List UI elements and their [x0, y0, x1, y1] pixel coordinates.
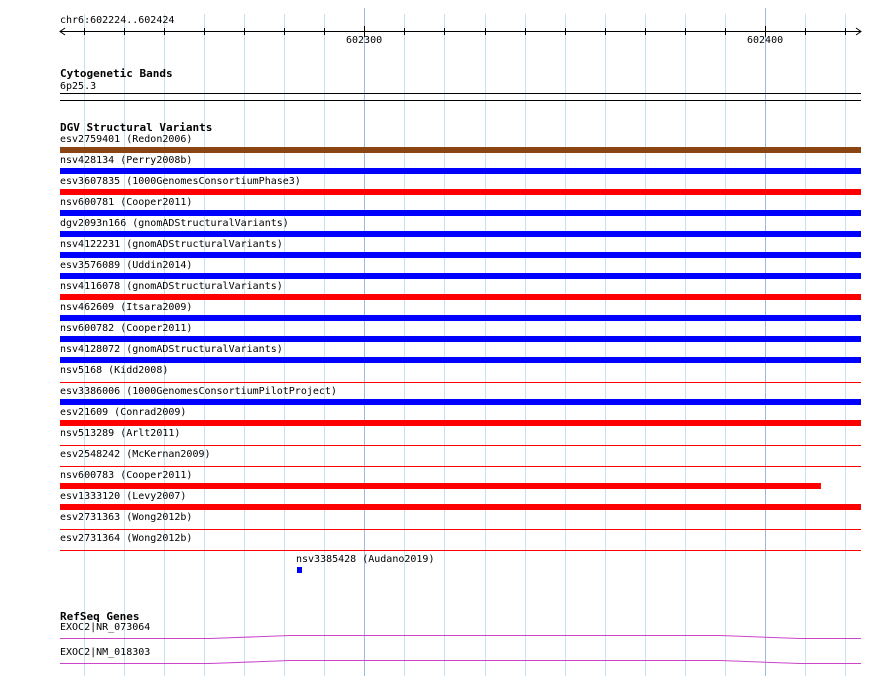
gene-feature — [60, 661, 861, 664]
variant-label[interactable]: esv2759401 (Redon2006) — [60, 134, 193, 145]
variant-label[interactable]: esv3607835 (1000GenomesConsortiumPhase3) — [60, 176, 301, 187]
variant-label[interactable]: nsv600781 (Cooper2011) — [60, 197, 193, 208]
variant-feature — [60, 466, 861, 467]
gene-feature — [60, 636, 861, 639]
variant-feature — [60, 252, 861, 258]
variant-label[interactable]: esv2548242 (McKernan2009) — [60, 449, 211, 460]
variant-feature — [60, 420, 861, 426]
variant-feature — [60, 294, 861, 300]
variant-feature — [60, 445, 861, 446]
variant-feature — [60, 550, 861, 551]
cytoband-label: 6p25.3 — [60, 81, 97, 92]
variant-label[interactable]: esv3386006 (1000GenomesConsortiumPilotProject) — [60, 386, 337, 397]
variant-feature — [60, 504, 861, 510]
variant-label[interactable]: esv2731363 (Wong2012b) — [60, 512, 193, 523]
ruler-tick-label: 602400 — [747, 35, 784, 46]
variant-feature — [60, 273, 861, 279]
variant-feature — [60, 189, 861, 195]
variant-label[interactable]: nsv600783 (Cooper2011) — [60, 470, 193, 481]
variant-feature — [60, 382, 861, 383]
variant-label[interactable]: nsv4116078 (gnomADStructuralVariants) — [60, 281, 283, 292]
gene-label[interactable]: EXOC2|NM_018303 — [60, 647, 151, 658]
variant-feature — [60, 399, 861, 405]
gene-label[interactable]: EXOC2|NR_073064 — [60, 622, 151, 633]
variant-label[interactable]: nsv4128072 (gnomADStructuralVariants) — [60, 344, 283, 355]
variant-feature — [60, 210, 861, 216]
variant-feature — [60, 336, 861, 342]
refseq-track-title: RefSeq Genes — [60, 610, 140, 623]
variant-label[interactable]: esv3576089 (Uddin2014) — [60, 260, 193, 271]
variant-label[interactable]: esv21609 (Conrad2009) — [60, 407, 187, 418]
variant-feature — [60, 147, 861, 153]
variant-label[interactable]: dgv2093n166 (gnomADStructuralVariants) — [60, 218, 289, 229]
variant-feature — [60, 231, 861, 237]
variant-feature — [60, 168, 861, 174]
variant-label[interactable]: nsv513289 (Arlt2011) — [60, 428, 181, 439]
ruler-region-label: chr6:602224..602424 — [60, 15, 175, 26]
variant-label[interactable]: nsv3385428 (Audano2019) — [296, 554, 435, 565]
variant-feature — [60, 529, 861, 530]
cytoband-bar-bottom — [60, 100, 861, 101]
variant-feature — [60, 483, 821, 489]
variant-label[interactable]: nsv428134 (Perry2008b) — [60, 155, 193, 166]
cytoband-bar-top — [60, 93, 861, 94]
variant-label[interactable]: nsv4122231 (gnomADStructuralVariants) — [60, 239, 283, 250]
ruler-tick-label: 602300 — [346, 35, 383, 46]
variant-feature — [60, 357, 861, 363]
variant-feature — [60, 315, 861, 321]
variant-label[interactable]: nsv5168 (Kidd2008) — [60, 365, 169, 376]
cytogenetic-track-title: Cytogenetic Bands — [60, 67, 173, 80]
variant-label[interactable]: nsv462609 (Itsara2009) — [60, 302, 193, 313]
variant-label[interactable]: nsv600782 (Cooper2011) — [60, 323, 193, 334]
variant-label[interactable]: esv2731364 (Wong2012b) — [60, 533, 193, 544]
variant-feature — [297, 567, 302, 573]
dgv-track-title: DGV Structural Variants — [60, 121, 213, 134]
variant-label[interactable]: esv1333120 (Levy2007) — [60, 491, 187, 502]
